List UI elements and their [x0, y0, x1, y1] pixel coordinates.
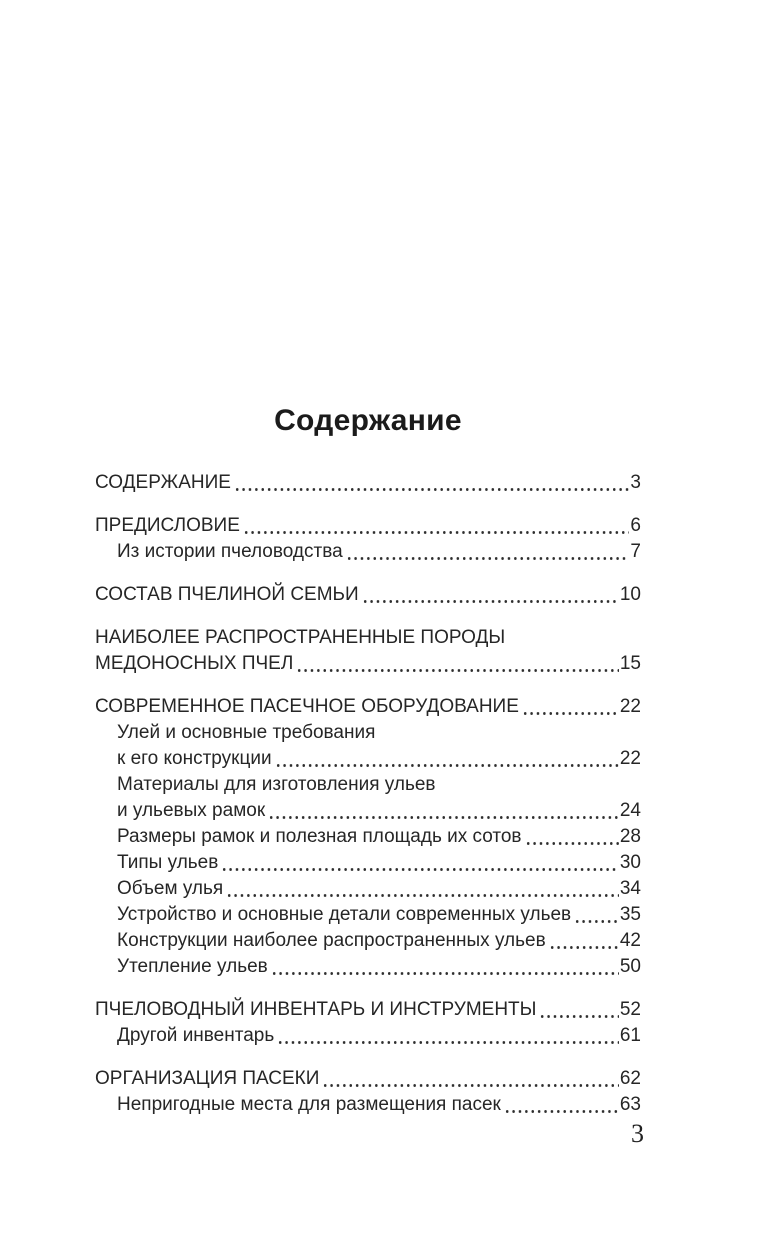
toc-entry-label: ПРЕДИСЛОВИЕ — [95, 515, 240, 536]
toc-entry-label: Устройство и основные детали современных ульев — [117, 904, 572, 925]
dot-leader — [522, 694, 619, 720]
toc-entry-page: 62 — [619, 1068, 641, 1089]
toc-entry-label: НАИБОЛЕЕ РАСПРОСТРАНЕННЫЕ ПОРОДЫ — [95, 627, 506, 648]
toc-entry-page: 63 — [619, 1094, 641, 1115]
toc-entry-page: 34 — [619, 878, 641, 899]
toc-entry — [95, 824, 641, 850]
toc-entry-page: 22 — [619, 748, 641, 769]
toc-entry — [95, 876, 641, 902]
toc-entry-line — [95, 582, 641, 608]
toc-entry-line — [95, 625, 641, 651]
toc-entry-line — [117, 798, 641, 824]
toc-entry-page: 22 — [619, 696, 641, 717]
dot-leader — [275, 746, 619, 772]
dot-leader — [234, 470, 629, 496]
toc-entry-line — [95, 651, 641, 677]
dot-leader — [322, 1066, 618, 1092]
toc-entry-page: 28 — [619, 826, 641, 847]
dot-leader — [243, 513, 630, 539]
toc-entry-line — [117, 772, 641, 798]
dot-leader — [221, 850, 619, 876]
page-title: Содержание — [274, 404, 462, 437]
toc-entry — [95, 720, 641, 772]
toc-entry-label: Материалы для изготовления ульев — [117, 774, 436, 795]
toc-entry-line — [117, 1092, 641, 1118]
toc-entry-label: Объем улья — [117, 878, 224, 899]
toc-entry-line — [95, 513, 641, 539]
toc-entry-label: ОРГАНИЗАЦИЯ ПАСЕКИ — [95, 1068, 320, 1089]
toc-entry — [95, 850, 641, 876]
toc-entry — [95, 902, 641, 928]
toc-entry-page: 6 — [630, 515, 641, 536]
toc-entry-page: 10 — [619, 584, 641, 605]
toc-entry — [95, 928, 641, 954]
toc-entry-label: Типы ульев — [117, 852, 219, 873]
toc-entry-label: Другой инвентарь — [117, 1025, 275, 1046]
toc-entry-line — [117, 539, 641, 565]
toc-entry-page: 3 — [630, 472, 641, 493]
dot-leader — [525, 824, 619, 850]
toc-entry — [95, 954, 641, 980]
toc-entry-page: 35 — [619, 904, 641, 925]
toc-entry — [95, 694, 641, 720]
toc-entry-line — [95, 1066, 641, 1092]
toc-entry-label: ПЧЕЛОВОДНЫЙ ИНВЕНТАРЬ И ИНСТРУМЕНТЫ — [95, 999, 537, 1020]
toc-entry — [95, 582, 641, 608]
toc-entry-line — [95, 694, 641, 720]
toc-entry — [95, 625, 641, 677]
dot-leader — [277, 1023, 619, 1049]
toc-entry — [95, 513, 641, 539]
toc-entry — [95, 1092, 641, 1118]
toc-entry-label: Непригодные места для размещения пасек — [117, 1094, 501, 1115]
toc-entry-line — [117, 746, 641, 772]
dot-leader — [504, 1092, 619, 1118]
dot-leader — [268, 798, 619, 824]
toc-entry-page: 50 — [619, 956, 641, 977]
dot-leader — [539, 997, 618, 1023]
toc-entry-label: СОДЕРЖАНИЕ — [95, 472, 231, 493]
toc-entry-page: 7 — [630, 541, 641, 562]
toc-entry-line — [117, 954, 641, 980]
toc-entry-page: 61 — [619, 1025, 641, 1046]
toc-entry-page: 30 — [619, 852, 641, 873]
toc-entry-line — [95, 997, 641, 1023]
dot-leader — [296, 651, 619, 677]
toc-entry-line — [117, 902, 641, 928]
toc-entry-line — [117, 876, 641, 902]
toc-entry-page: 15 — [619, 653, 641, 674]
dot-leader — [574, 902, 619, 928]
toc-entry-label: к его конструкции — [117, 748, 272, 769]
toc-entry-label: Утепление ульев — [117, 956, 268, 977]
toc-entry — [95, 470, 641, 496]
dot-leader — [226, 876, 619, 902]
toc-entry-line — [117, 850, 641, 876]
toc-entry-label: и ульевых рамок — [117, 800, 266, 821]
toc-entry-page: 24 — [619, 800, 641, 821]
toc-entry-label: СОСТАВ ПЧЕЛИНОЙ СЕМЬИ — [95, 584, 359, 605]
toc-entry-label: МЕДОНОСНЫХ ПЧЕЛ — [95, 653, 294, 674]
toc-entry-line — [95, 470, 641, 496]
toc-entry-label: Улей и основные требования — [117, 722, 376, 743]
toc-entry — [95, 539, 641, 565]
toc-entry-label: Размеры рамок и полезная площадь их сотов — [117, 826, 522, 847]
toc-entry-line — [117, 928, 641, 954]
table-of-contents — [95, 470, 641, 1118]
dot-leader — [362, 582, 619, 608]
toc-entry-label: Конструкции наиболее распространенных ульев — [117, 930, 546, 951]
toc-entry-line — [117, 1023, 641, 1049]
toc-entry — [95, 1023, 641, 1049]
toc-entry-line — [117, 824, 641, 850]
dot-leader — [346, 539, 630, 565]
toc-entry-label: Из истории пчеловодства — [117, 541, 343, 562]
toc-entry-label: СОВРЕМЕННОЕ ПАСЕЧНОЕ ОБОРУДОВАНИЕ — [95, 696, 519, 717]
toc-entry — [95, 1066, 641, 1092]
page-number-folio: 3 — [631, 1119, 644, 1148]
dot-leader — [271, 954, 619, 980]
toc-entry — [95, 772, 641, 824]
toc-entry-page: 42 — [619, 930, 641, 951]
toc-entry-line — [117, 720, 641, 746]
toc-entry — [95, 997, 641, 1023]
dot-leader — [549, 928, 619, 954]
toc-entry-page: 52 — [619, 999, 641, 1020]
